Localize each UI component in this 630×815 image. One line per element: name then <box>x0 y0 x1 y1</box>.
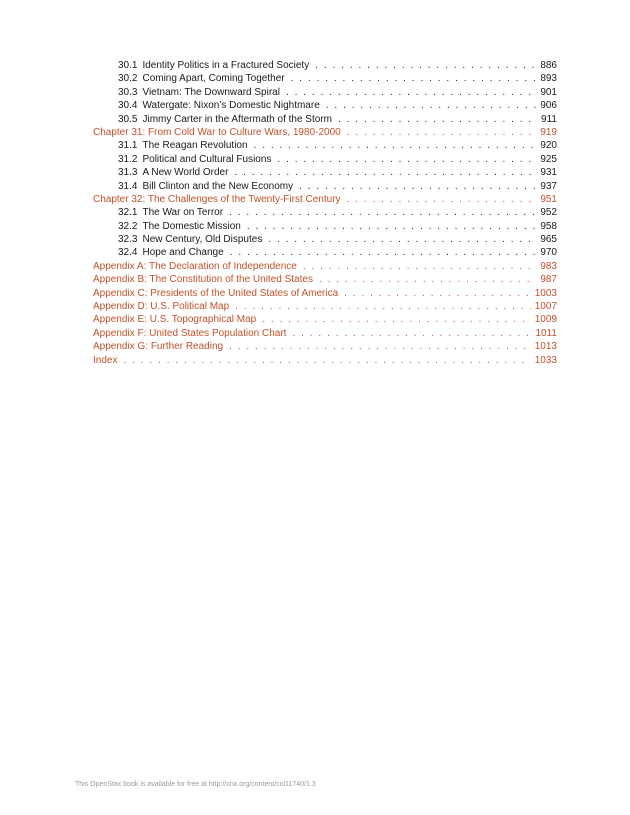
toc-page-number: 1011 <box>535 327 557 339</box>
toc-page-number: 1003 <box>534 287 557 299</box>
toc-entry-label <box>118 166 228 179</box>
dot-leader <box>299 180 536 193</box>
toc-section-number: 32.1 <box>118 207 138 219</box>
toc-section-link[interactable] <box>93 72 557 85</box>
toc-entry-title: Chapter 31: From Cold War to Culture Wars, 1980-2000 <box>93 126 341 138</box>
dot-leader <box>235 300 531 313</box>
toc-section-link[interactable] <box>93 246 557 259</box>
toc-chapter-link[interactable] <box>93 287 557 300</box>
toc-section-number: 31.4 <box>118 180 138 192</box>
toc-page-number: 983 <box>540 260 557 272</box>
toc-page-number: 970 <box>540 247 557 259</box>
toc-section-number: 32.4 <box>118 247 138 259</box>
dot-leader <box>123 354 530 367</box>
toc-section-number: 31.1 <box>118 140 138 152</box>
toc-section-link[interactable] <box>93 113 557 126</box>
dot-leader <box>292 327 531 340</box>
dot-leader <box>319 273 536 286</box>
toc-page-number: 925 <box>540 153 557 165</box>
dot-leader <box>229 340 531 353</box>
dot-leader <box>286 86 536 99</box>
toc-section-link[interactable] <box>93 233 557 246</box>
dot-leader <box>347 126 537 139</box>
toc-entry-label <box>93 354 117 367</box>
toc-entry-title: New Century, Old Disputes <box>142 234 263 246</box>
toc-chapter-link[interactable] <box>93 354 557 367</box>
toc-entry-label <box>118 86 280 99</box>
dot-leader <box>247 220 536 233</box>
table-of-contents <box>93 59 557 367</box>
toc-chapter-link[interactable] <box>93 300 557 313</box>
toc-entry-title: Appendix B: The Constitution of the United States <box>93 274 313 286</box>
toc-chapter-link[interactable] <box>93 340 557 353</box>
toc-section-number: 30.1 <box>118 60 138 71</box>
toc-chapter-link[interactable] <box>93 327 557 340</box>
toc-entry-label <box>118 153 271 166</box>
toc-section-link[interactable] <box>93 153 557 166</box>
toc-page-number: 951 <box>540 193 557 205</box>
toc-page-number: 952 <box>540 207 557 219</box>
toc-section-number: 32.3 <box>118 234 138 246</box>
toc-entry-label <box>93 260 297 273</box>
dot-leader <box>338 113 537 126</box>
toc-chapter-link[interactable] <box>93 193 557 206</box>
toc-page-number: 920 <box>540 140 557 152</box>
toc-entry-label <box>118 59 309 72</box>
dot-leader <box>315 59 536 72</box>
toc-entry-title: Appendix C: Presidents of the United States of America <box>93 287 339 299</box>
toc-entry-label <box>118 99 320 112</box>
toc-entry-title: Coming Apart, Coming Together <box>142 73 285 85</box>
toc-entry-label <box>93 193 341 206</box>
toc-page-number: 886 <box>540 60 557 71</box>
page-footer: This OpenStax book is available for free at http://cnx.org/content/col11740/1.3 <box>75 781 316 788</box>
toc-entry-title: The Domestic Mission <box>142 220 241 232</box>
toc-page-number: 906 <box>540 100 557 112</box>
toc-section-number: 30.2 <box>118 73 138 85</box>
toc-page-number: 1007 <box>534 301 557 313</box>
toc-page-number: 1033 <box>534 354 557 366</box>
toc-section-number: 30.3 <box>118 86 138 98</box>
dot-leader <box>347 193 537 206</box>
toc-section-number: 31.2 <box>118 153 138 165</box>
dot-leader <box>303 260 536 273</box>
toc-entry-label <box>118 246 224 259</box>
toc-section-link[interactable] <box>93 206 557 219</box>
toc-entry-label <box>93 340 223 353</box>
toc-entry-title: Appendix G: Further Reading <box>93 341 224 353</box>
toc-chapter-link[interactable] <box>93 126 557 139</box>
toc-section-link[interactable] <box>93 180 557 193</box>
toc-entry-title: Watergate: Nixon’s Domestic Nightmare <box>142 100 320 112</box>
dot-leader <box>229 206 536 219</box>
dot-leader <box>326 99 537 112</box>
dot-leader <box>254 139 537 152</box>
toc-entry-title: Jimmy Carter in the Aftermath of the Storm <box>142 113 332 125</box>
toc-entry-label <box>118 72 285 85</box>
toc-entry-title: Hope and Change <box>142 247 224 259</box>
toc-entry-title: Index <box>93 354 118 366</box>
toc-section-link[interactable] <box>93 86 557 99</box>
dot-leader <box>262 313 531 326</box>
toc-section-number: 32.2 <box>118 220 138 232</box>
toc-entry-title: Vietnam: The Downward Spiral <box>142 86 280 98</box>
dot-leader <box>268 233 536 246</box>
toc-chapter-link[interactable] <box>93 260 557 273</box>
toc-entry-title: Appendix A: The Declaration of Independence <box>93 260 297 272</box>
toc-entry-title: Political and Cultural Fusions <box>142 153 272 165</box>
dot-leader <box>291 72 537 85</box>
toc-entry-title: Chapter 32: The Challenges of the Twenty-First Century <box>93 193 341 205</box>
toc-page-number: 1009 <box>534 314 557 326</box>
toc-entry-title: Appendix E: U.S. Topographical Map <box>93 314 257 326</box>
toc-section-link[interactable] <box>93 59 557 72</box>
toc-entry-title: A New World Order <box>142 167 229 179</box>
toc-page-number: 893 <box>540 73 557 85</box>
toc-entry-label <box>93 287 338 300</box>
toc-section-link[interactable] <box>93 220 557 233</box>
toc-section-link[interactable] <box>93 99 557 112</box>
dot-leader <box>344 287 531 300</box>
toc-entry-label <box>93 273 313 286</box>
toc-page-number: 1013 <box>534 341 557 353</box>
toc-page-number: 958 <box>540 220 557 232</box>
toc-page-number: 919 <box>540 126 557 138</box>
toc-section-number: 30.5 <box>118 113 138 125</box>
dot-leader <box>230 246 537 259</box>
toc-page-number: 911 <box>541 113 557 125</box>
toc-section-number: 31.3 <box>118 167 138 179</box>
toc-entry-label <box>118 180 293 193</box>
toc-page-number: 931 <box>540 167 557 179</box>
toc-chapter-link[interactable] <box>93 273 557 286</box>
toc-page-number: 965 <box>540 234 557 246</box>
toc-page-number: 937 <box>540 180 557 192</box>
toc-entry-title: Identity Politics in a Fractured Society <box>142 60 310 71</box>
toc-entry-label <box>118 139 248 152</box>
toc-entry-label <box>118 113 332 126</box>
toc-entry-label <box>118 233 262 246</box>
toc-entry-title: The War on Terror <box>142 207 224 219</box>
toc-entry-label <box>93 327 286 340</box>
toc-section-link[interactable] <box>93 166 557 179</box>
toc-entry-title: Appendix D: U.S. Political Map <box>93 301 230 313</box>
toc-entry-label <box>118 206 223 219</box>
toc-chapter-link[interactable] <box>93 313 557 326</box>
dot-leader <box>234 166 536 179</box>
toc-entry-title: The Reagan Revolution <box>142 140 248 152</box>
toc-entry-title: Appendix F: United States Population Chart <box>93 327 287 339</box>
toc-section-link[interactable] <box>93 139 557 152</box>
toc-entry-label <box>93 300 229 313</box>
toc-entry-label <box>93 126 341 139</box>
toc-entry-title: Bill Clinton and the New Economy <box>142 180 294 192</box>
dot-leader <box>277 153 536 166</box>
toc-entry-label <box>93 313 256 326</box>
toc-section-number: 30.4 <box>118 100 138 112</box>
toc-page-number: 987 <box>540 274 557 286</box>
toc-entry-label <box>118 220 241 233</box>
toc-page-number: 901 <box>540 86 557 98</box>
